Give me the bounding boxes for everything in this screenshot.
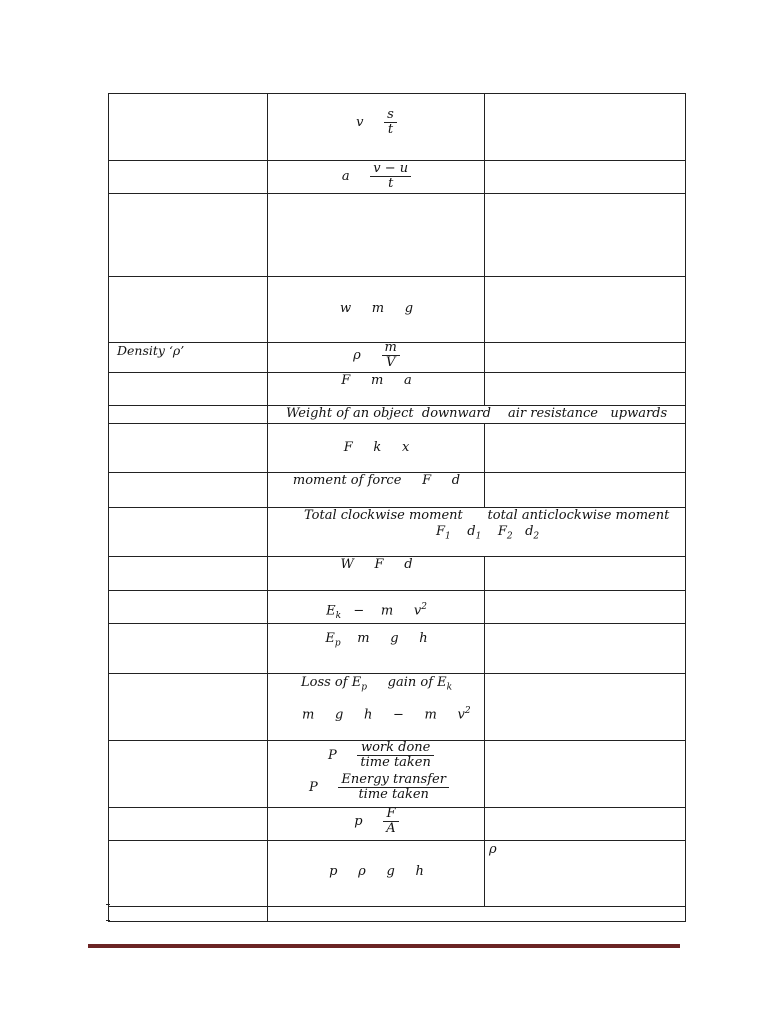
quantity-cell: [108, 161, 267, 193]
quantity-cell: [108, 907, 267, 921]
notes-cell: [484, 343, 686, 372]
formula-symbol: ρ: [353, 348, 361, 363]
notes-cell: [484, 373, 686, 405]
formula-subscript: p: [334, 638, 341, 649]
formula-cell: [267, 624, 485, 673]
formula-subscript: p: [361, 682, 367, 693]
table-row: [108, 807, 686, 840]
quantity-cell: [108, 557, 267, 590]
fraction: [338, 773, 449, 802]
fraction-numerator: s: [384, 108, 397, 123]
quantity-cell: [108, 624, 267, 673]
fraction-denominator: V: [385, 355, 396, 370]
formula-text: Weight of an object downward: [286, 406, 491, 421]
formula-text: moment of force F d: [292, 473, 461, 488]
fraction-denominator: time taken: [358, 787, 429, 802]
formula-symbol: m g h − m v: [302, 707, 465, 723]
formula-symbol: d: [525, 524, 534, 539]
formula-text: W F d: [340, 557, 413, 572]
formula-symbol: m g h: [340, 631, 428, 646]
formula-cell: [267, 907, 686, 921]
formula-superscript: 2: [421, 602, 427, 612]
formula-symbol: a: [341, 169, 350, 184]
table-row: [108, 590, 686, 623]
formula-text: [301, 676, 452, 695]
quantity-cell: [108, 591, 267, 623]
formula-symbol: v: [356, 115, 364, 130]
formula-cell: [267, 741, 485, 807]
formula-subscript: 1: [475, 531, 482, 542]
formula-symbol: F: [497, 524, 507, 539]
fraction: [357, 741, 433, 770]
formula-cell: [267, 277, 485, 342]
formula-symbol: E: [325, 631, 335, 646]
formula-text: [268, 632, 485, 651]
formula-cell: [267, 340, 485, 372]
fraction-numerator: m: [382, 341, 400, 356]
fraction-denominator: time taken: [360, 755, 431, 770]
notes-cell: [484, 161, 686, 193]
formula-symbol: − m v: [341, 603, 422, 619]
fraction-numerator: Energy transfer: [338, 773, 449, 788]
formula-cell: [267, 841, 485, 906]
fraction: [383, 807, 398, 836]
table-row: [108, 840, 686, 906]
formula-text: w m g: [339, 301, 414, 316]
formula-cell: [267, 406, 686, 423]
fraction: [384, 108, 397, 137]
table-row: [108, 673, 686, 740]
table-row: [108, 193, 686, 276]
formula-subscript: 2: [506, 531, 513, 542]
formula-cell: [267, 424, 485, 472]
quantity-cell: [108, 277, 267, 342]
notes-cell: [484, 424, 686, 472]
formula-superscript: 2: [464, 706, 471, 716]
notes-cell: [484, 94, 686, 160]
formula-subscript: k: [446, 682, 453, 693]
formula-cell: [267, 373, 485, 405]
table-row: [108, 556, 686, 590]
table-row: [108, 423, 686, 472]
quantity-cell: [108, 373, 267, 405]
fraction: [382, 341, 400, 370]
quantity-cell: [108, 508, 267, 556]
table-row: [108, 405, 686, 423]
fraction: [370, 162, 411, 191]
formula-symbol: p: [354, 814, 363, 829]
formula-symbol: P: [309, 780, 318, 795]
formula-subscript: 1: [445, 531, 451, 542]
formula-text: [302, 704, 471, 722]
quantity-cell: [108, 741, 267, 807]
notes-cell: [484, 277, 686, 342]
table-row: [108, 906, 686, 922]
formula-symbol: Loss of E: [301, 675, 362, 690]
notes-cell: [484, 808, 686, 840]
fraction-numerator: F: [383, 807, 398, 822]
quantity-cell: [108, 674, 267, 740]
quantity-cell: [108, 194, 267, 276]
fraction-denominator: A: [386, 821, 396, 836]
notes-cell: [484, 624, 686, 673]
formula-cell: [267, 194, 485, 276]
fraction-denominator: t: [387, 122, 394, 137]
table-row: [108, 507, 686, 556]
formula-subscript: 2: [533, 531, 540, 542]
table-row: [108, 740, 686, 807]
formula-symbol: gain of E: [366, 675, 447, 690]
quantity-label: Density ‘ρ’: [117, 343, 185, 358]
fraction-denominator: t: [388, 176, 394, 191]
formula-cell: [267, 508, 686, 556]
formula-cell: [267, 94, 485, 160]
quantity-cell: [108, 424, 267, 472]
notes-cell: [484, 841, 686, 906]
quantity-cell: [108, 406, 267, 423]
quantity-cell: [108, 473, 267, 507]
formula-text: [328, 741, 434, 770]
table-row: [108, 276, 686, 342]
formula-symbol: P: [328, 748, 337, 763]
notes-symbol: ρ: [489, 842, 497, 857]
formula-text: Total clockwise moment total anticlockwise moment: [304, 508, 670, 523]
table-row: [108, 472, 686, 507]
notes-cell: [484, 591, 686, 623]
formula-cell: [267, 808, 485, 840]
quantity-cell: [108, 94, 267, 160]
notes-cell: [484, 194, 686, 276]
formula-text: p ρ g h: [329, 864, 424, 879]
fraction-numerator: work done: [357, 741, 433, 756]
notes-cell: [484, 473, 686, 507]
quantity-cell: [108, 808, 267, 840]
formula-text: [436, 525, 539, 544]
formula-text: air resistance upwards: [508, 406, 668, 421]
formula-cell: [267, 161, 485, 193]
formula-cell: [267, 591, 485, 623]
formula-symbol: E: [326, 603, 336, 619]
table-row: [108, 93, 686, 160]
quantity-cell: [108, 343, 267, 372]
table-row: [108, 372, 686, 405]
formula-cell: [267, 473, 485, 507]
formula-cell: [267, 674, 485, 740]
formula-cell: [267, 557, 485, 590]
table-row: [108, 623, 686, 673]
table-row: [108, 342, 686, 372]
formula-text: [309, 773, 449, 802]
formula-text: F k x: [343, 440, 410, 455]
table-row: [108, 160, 686, 193]
formula-text: [268, 600, 485, 623]
formula-subscript: k: [335, 610, 342, 621]
formula-text: F m a: [341, 373, 412, 388]
notes-cell: [484, 741, 686, 807]
fraction-numerator: v − u: [370, 162, 411, 177]
formula-symbol: F: [436, 524, 446, 539]
notes-cell: [484, 557, 686, 590]
formula-symbol: d: [467, 524, 476, 539]
quantity-cell: [108, 841, 267, 906]
notes-cell: [484, 674, 686, 740]
footer-rule: [88, 944, 680, 948]
